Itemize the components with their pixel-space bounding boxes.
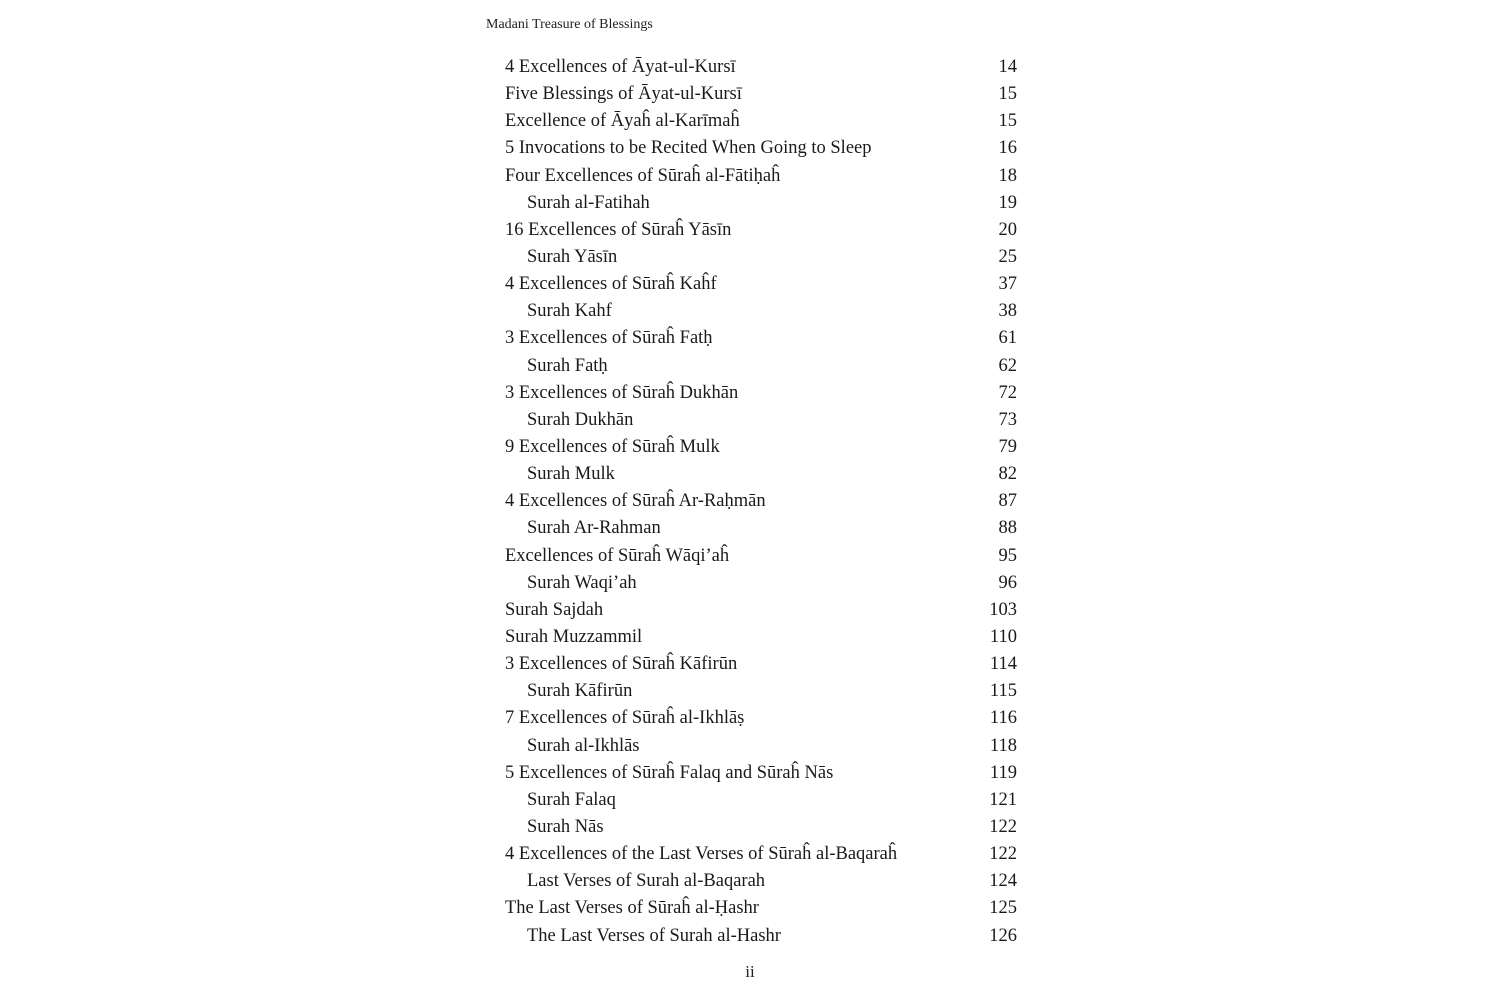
toc-entry-page-number: 87 [998, 491, 1017, 512]
toc-entry[interactable] [505, 217, 1017, 244]
toc-entry-page-number: 122 [989, 816, 1017, 837]
toc-entry[interactable] [505, 108, 1017, 135]
running-header: Madani Treasure of Blessings [486, 17, 653, 32]
toc-entry-page-number: 118 [989, 735, 1017, 756]
toc-entry-title: Excellence of Āyaĥ al-Karīmaĥ [505, 111, 740, 132]
toc-entry-title: 3 Excellences of Sūraĥ Fatḥ [505, 328, 713, 349]
toc-entry-page-number: 110 [989, 626, 1017, 647]
toc-subentry[interactable] [505, 733, 1017, 760]
toc-entry-title: Surah Yāsīn [527, 246, 618, 267]
toc-entry-page-number: 61 [998, 328, 1017, 349]
toc-entry-page-number: 20 [998, 219, 1017, 240]
toc-entry-page-number: 14 [998, 57, 1017, 77]
toc-subentry[interactable] [505, 678, 1017, 705]
toc-entry-title: Four Excellences of Sūraĥ al-Fātiḥaĥ [505, 165, 781, 186]
toc-entry-title: Surah Dukhān [527, 409, 634, 430]
toc-entry-title: 3 Excellences of Sūraĥ Kāfirūn [505, 654, 738, 675]
toc-entry-title: 16 Excellences of Sūraĥ Yāsīn [505, 219, 732, 240]
toc-entry-page-number: 103 [989, 599, 1017, 620]
toc-entry-page-number: 95 [998, 545, 1017, 566]
page-folio: ii [745, 962, 755, 981]
toc-entry[interactable] [505, 163, 1017, 190]
toc-entry-title: Surah Sajdah [505, 599, 604, 620]
toc-entry-title: Surah Muzzammil [505, 626, 643, 647]
toc-entry-page-number: 18 [998, 165, 1017, 186]
toc-entry-title: 9 Excellences of Sūraĥ Mulk [505, 436, 720, 457]
toc-entry[interactable] [505, 434, 1017, 461]
toc-entry-title: 4 Excellences of Sūraĥ Ar-Raḥmān [505, 491, 766, 512]
toc-entry[interactable] [505, 543, 1017, 570]
toc-entry-page-number: 88 [998, 518, 1017, 539]
toc-entry-title: Surah Kāfirūn [527, 681, 633, 702]
toc-entry[interactable] [505, 135, 1017, 162]
toc-entry-page-number: 15 [998, 84, 1017, 105]
toc-entry-title: Excellences of Sūraĥ Wāqi’aĥ [505, 545, 730, 566]
toc-entry[interactable] [505, 271, 1017, 298]
toc-entry-title: Surah Kahf [527, 301, 612, 322]
toc-entry-title: The Last Verses of Surah al-Hashr [527, 925, 781, 946]
toc-entry-page-number: 119 [989, 762, 1017, 783]
toc-entry-title: 5 Invocations to be Recited When Going to Sleep [505, 138, 872, 159]
toc-entry[interactable] [505, 81, 1017, 108]
toc-entry-title: Surah Ar-Rahman [527, 518, 661, 539]
toc-entry[interactable] [505, 895, 1017, 922]
toc-entry[interactable] [505, 760, 1017, 787]
toc-entry-title: Surah Nās [527, 816, 604, 837]
toc-entry[interactable] [505, 325, 1017, 352]
toc-entry-page-number: 96 [998, 572, 1017, 593]
toc-subentry[interactable] [505, 244, 1017, 271]
toc-entry[interactable] [505, 54, 1017, 81]
toc-entry-title: Last Verses of Surah al-Baqarah [527, 871, 766, 892]
toc-subentry[interactable] [505, 190, 1017, 217]
toc-subentry[interactable] [505, 868, 1017, 895]
toc-entry-page-number: 19 [998, 192, 1017, 213]
toc-subentry[interactable] [505, 515, 1017, 542]
toc-entry-page-number: 38 [998, 301, 1017, 322]
table-of-contents [505, 54, 1017, 950]
toc-entry-page-number: 15 [998, 111, 1017, 132]
toc-entry-page-number: 125 [989, 898, 1017, 919]
toc-subentry[interactable] [505, 461, 1017, 488]
toc-entry-title: Surah Falaq [527, 789, 616, 810]
toc-entry-page-number: 16 [998, 138, 1017, 159]
toc-entry-title: 4 Excellences of Āyat-ul-Kursī [505, 57, 736, 77]
toc-entry-title: Surah Fatḥ [527, 355, 608, 376]
toc-entry-title: 4 Excellences of Sūraĥ Kaĥf [505, 274, 717, 295]
toc-subentry[interactable] [505, 787, 1017, 814]
toc-subentry[interactable] [505, 353, 1017, 380]
toc-entry-page-number: 79 [998, 436, 1017, 457]
toc-entry-title: 4 Excellences of the Last Verses of Sūraĥ al-Baqaraĥ [505, 844, 898, 865]
toc-entry-title: Surah Waqi’ah [527, 572, 637, 593]
toc-entry[interactable] [505, 488, 1017, 515]
toc-entry-page-number: 62 [998, 355, 1017, 376]
toc-entry[interactable] [505, 597, 1017, 624]
toc-entry-title: Surah al-Ikhlās [527, 735, 640, 756]
toc-entry[interactable] [505, 705, 1017, 732]
toc-entry-title: Five Blessings of Āyat-ul-Kursī [505, 84, 742, 105]
toc-entry-page-number: 25 [998, 246, 1017, 267]
toc-entry-page-number: 37 [998, 274, 1017, 295]
toc-subentry[interactable] [505, 298, 1017, 325]
toc-entry[interactable] [505, 841, 1017, 868]
toc-entry-page-number: 114 [989, 654, 1017, 675]
toc-entry-page-number: 73 [998, 409, 1017, 430]
toc-entry-page-number: 72 [998, 382, 1017, 403]
toc-entry[interactable] [505, 651, 1017, 678]
toc-subentry[interactable] [505, 814, 1017, 841]
toc-entry[interactable] [505, 624, 1017, 651]
toc-entry-page-number: 124 [989, 871, 1017, 892]
toc-entry-page-number: 115 [989, 681, 1017, 702]
toc-entry-page-number: 122 [989, 844, 1017, 865]
toc-subentry[interactable] [505, 923, 1017, 950]
toc-entry-title: 5 Excellences of Sūraĥ Falaq and Sūraĥ Nās [505, 762, 834, 783]
toc-entry-title: Surah Mulk [527, 464, 615, 485]
toc-entry-title: Surah al-Fatihah [527, 192, 650, 213]
toc-entry-page-number: 116 [989, 708, 1017, 729]
toc-subentry[interactable] [505, 407, 1017, 434]
toc-entry-title: 3 Excellences of Sūraĥ Dukhān [505, 382, 739, 403]
toc-subentry[interactable] [505, 570, 1017, 597]
toc-entry-page-number: 121 [989, 789, 1017, 810]
toc-entry-page-number: 82 [998, 464, 1017, 485]
toc-entry[interactable] [505, 380, 1017, 407]
toc-entry-title: The Last Verses of Sūraĥ al-Ḥashr [505, 898, 759, 919]
toc-entry-page-number: 126 [989, 925, 1017, 946]
toc-entry-title: 7 Excellences of Sūraĥ al-Ikhlāṣ [505, 708, 745, 729]
